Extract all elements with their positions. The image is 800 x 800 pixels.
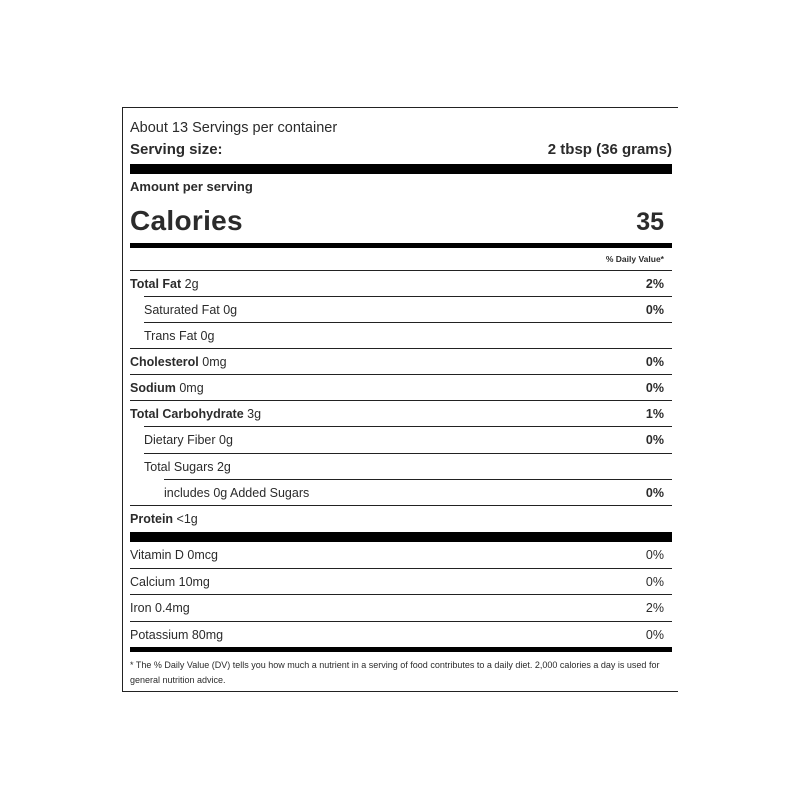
nutrient-name: Protein — [130, 512, 174, 526]
nutrition-facts-label — [122, 107, 678, 692]
nutrient-row-cholesterol — [130, 349, 664, 375]
vitamin-name: Potassium 80mg — [130, 628, 224, 642]
medium-divider — [130, 243, 672, 248]
nutrient-amount: <1g — [176, 512, 198, 526]
calories-value: 35 — [636, 208, 664, 236]
serving-size-row — [130, 141, 672, 158]
calories-row — [130, 205, 664, 237]
nutrient-name: Total Carbohydrate — [130, 407, 244, 421]
nutrient-name: Saturated Fat — [144, 303, 220, 317]
vitamin-row-vitamin-d — [130, 542, 664, 568]
amount-per-serving: Amount per serving — [130, 179, 253, 194]
nutrient-amount: 0g — [223, 303, 238, 317]
nutrient-dv: 0% — [645, 355, 664, 369]
vitamin-row-iron — [130, 595, 664, 621]
medium-divider — [130, 647, 672, 652]
nutrient-name: Cholesterol — [130, 355, 199, 369]
vitamin-dv: 0% — [645, 575, 664, 589]
serving-size-value: 2 tbsp (36 grams) — [547, 141, 672, 158]
nutrient-amount: 0g — [200, 329, 215, 343]
daily-value-header: % Daily Value* — [605, 254, 664, 264]
nutrient-amount: 0mg — [202, 355, 227, 369]
nutrient-name: includes 0g Added Sugars — [164, 486, 310, 500]
nutrient-dv: 0% — [645, 381, 664, 395]
vitamin-name: Iron 0.4mg — [130, 601, 190, 615]
nutrient-row-total-fat — [130, 271, 664, 297]
nutrient-name: Dietary Fiber — [144, 433, 216, 447]
nutrient-amount: 2g — [216, 460, 231, 474]
nutrient-row-trans-fat — [144, 323, 664, 349]
nutrient-dv: 0% — [645, 303, 664, 317]
nutrient-row-protein — [130, 506, 664, 532]
serving-size-label: Serving size: — [130, 141, 223, 158]
nutrient-row-sodium — [130, 375, 664, 401]
nutrient-amount: 3g — [247, 407, 262, 421]
nutrient-amount: 0g — [219, 433, 233, 447]
nutrient-row-added-sugars — [164, 480, 664, 506]
nutrient-dv: 0% — [645, 486, 664, 500]
nutrient-dv: 2% — [645, 277, 664, 291]
nutrient-dv: 0% — [645, 433, 664, 447]
vitamin-name: Calcium 10mg — [130, 575, 210, 589]
vitamin-name: Vitamin D 0mcg — [130, 548, 218, 562]
vitamin-dv: 0% — [645, 548, 664, 562]
nutrient-dv: 1% — [645, 407, 664, 421]
nutrient-name: Total Fat — [130, 277, 182, 291]
servings-per-container: About 13 Servings per container — [130, 120, 338, 136]
nutrient-row-total-carbohydrate — [130, 401, 664, 427]
vitamin-dv: 2% — [645, 601, 664, 615]
nutrient-row-saturated-fat — [144, 297, 664, 323]
calories-label: Calories — [130, 205, 243, 236]
nutrient-row-dietary-fiber — [144, 427, 664, 453]
thick-divider — [130, 532, 672, 542]
thick-divider — [130, 164, 672, 174]
daily-value-footnote: * The % Daily Value (DV) tells you how much a nutrient in a serving of food contributes to a daily diet. 2,000 calories a day is used for general nutrition advice. — [130, 660, 660, 685]
nutrient-amount: 2g — [184, 277, 199, 291]
vitamin-row-potassium — [130, 622, 664, 648]
nutrient-name: Sodium — [130, 381, 176, 395]
vitamin-dv: 0% — [645, 628, 664, 642]
vitamin-row-calcium — [130, 569, 664, 595]
nutrient-amount: 0mg — [179, 381, 204, 395]
nutrient-name: Trans Fat — [144, 329, 198, 343]
nutrient-name: Total Sugars — [144, 460, 214, 474]
nutrient-row-total-sugars — [144, 454, 664, 480]
